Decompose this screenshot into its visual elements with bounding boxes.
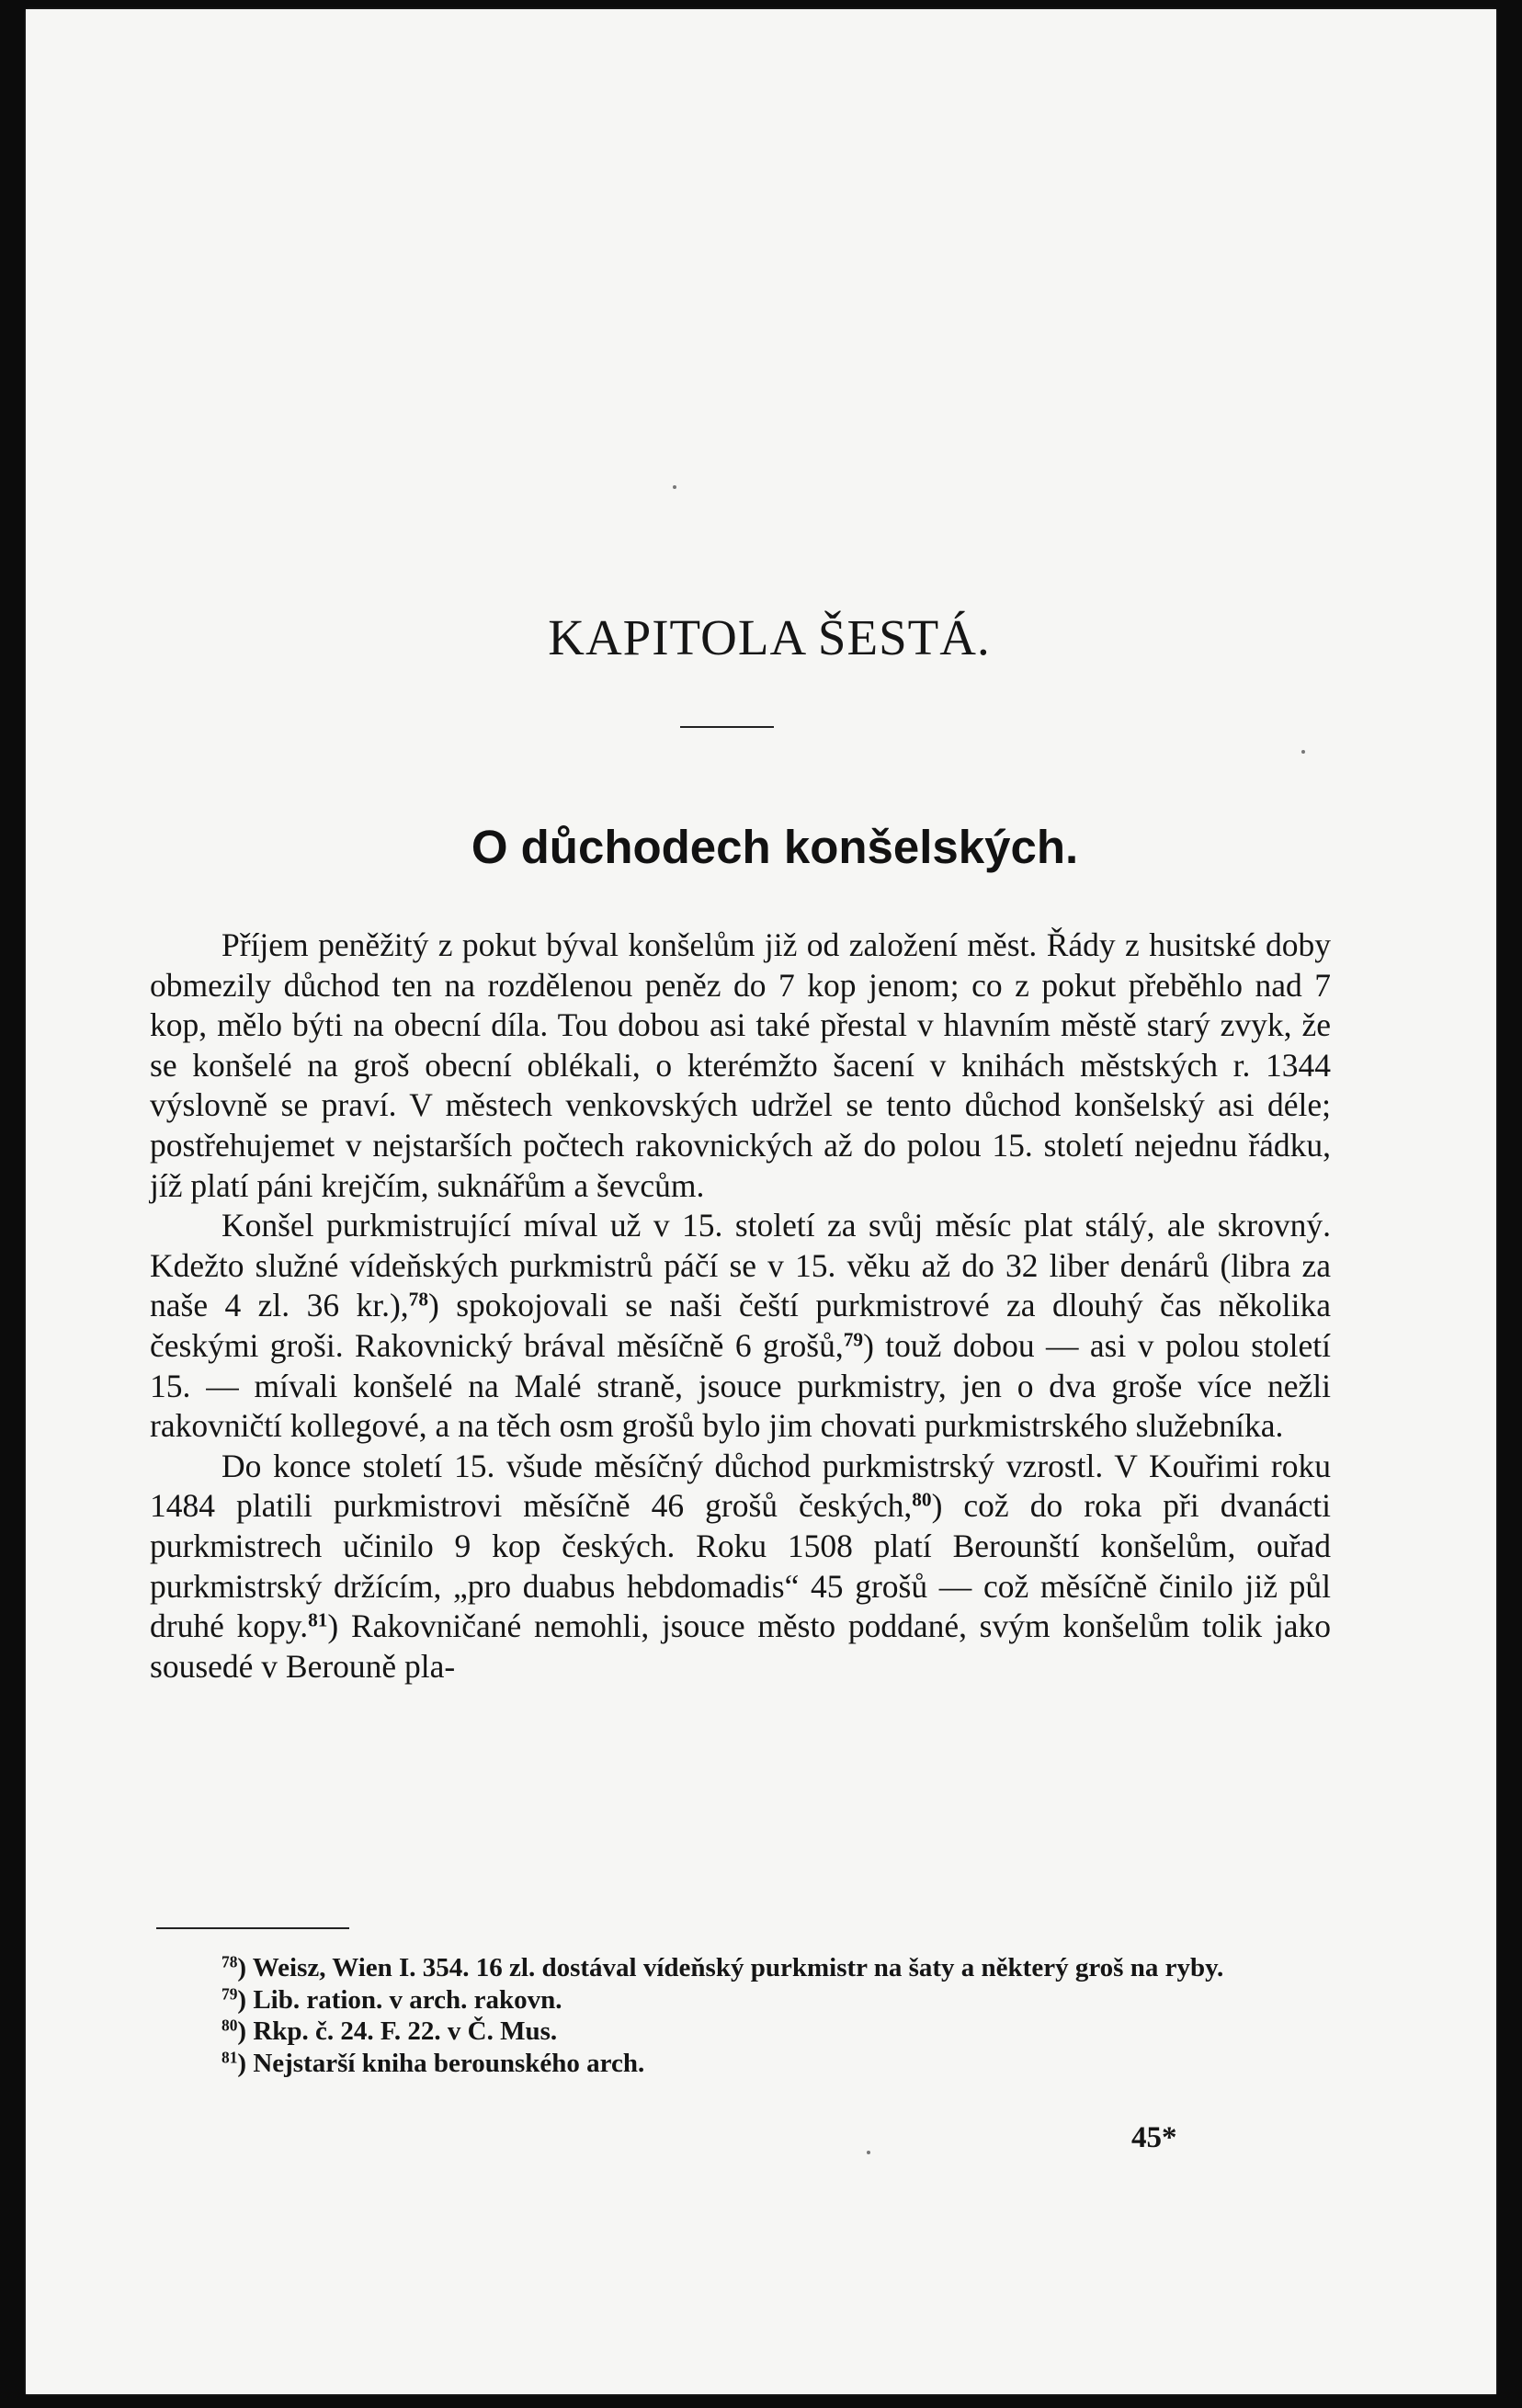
paragraph [150, 926, 1331, 1206]
paragraph: Do konce století 15. všude měsíčný důchod purkmistrský vzrostl. V Kouřimi roku 1484 platili purkmistrovi měsíčně 46 grošů českých,$^{80}$) což do roka při dvanácti purkmistrech učinilo 9 kop českých. Roku 1508 platí Berounští konšelům, ouřad purkmistrský držícím, „pro duabus hebdomadis“ 45 grošů — což měsíčně činilo již půl druhé kopy.$^{81}$) Rakovničané nemohli, jsouce město poddané, svým konšelům tolik jako sousedé v Berouně pla- [150, 1447, 1332, 1685]
book-page [26, 9, 1496, 2394]
footnote-ref: 81 [308, 1608, 328, 1631]
text-run: Příjem peněžitý z pokut býval konšelům již od založení měst. Řády z husitské doby obmezily důchod ten na rozdělenou peněz do 7 kop jenom; co z pokut přeběhlo nad 7 kop, mělo býti na obecní díla. Tou dobou asi také přestal v hlavním městě starý zvyk, že se konšelé na groš obecní oblékali, o kterémžto šacení v knihách městských r. 1344 výslovně se praví. V městech venkovských udržel se tento důchod konšelský asi déle; postřehujemet v nejstarších počtech rakovnických až do polou 15. století nejednu řádku, jíž platí páni krejčím, suknářům a ševcům. [150, 926, 1331, 1204]
text-run: Konšel purkmistrující míval už v 15. století za svůj měsíc plat stálý, ale skrovný. Kdežto služné vídeňských purkmistrů páčí se v 15. věku až do 32 liber denárů (libra za naše 4 zl. 36 kr.), [150, 1207, 1331, 1324]
body-text [150, 926, 1331, 1687]
footnote-number: 79 [221, 1984, 238, 2004]
footnote-number: 80 [221, 2016, 238, 2035]
footnote: $^{79}$) Lib. ration. v arch. rakovn. [221, 1984, 562, 2015]
footnote-text: Lib. ration. v arch. rakovn. [253, 1984, 562, 2015]
footnote: $^{78}$) Weisz, Wien I. 354. 16 zl. dostával vídeňský purkmistr na šaty a některý groš na ryby. [221, 1952, 1224, 1982]
footnote-text: Nejstarší kniha berounského arch. [253, 2048, 645, 2078]
print-speck [867, 2151, 870, 2154]
footnote-divider [156, 1927, 349, 1929]
text-run: což do roka při dvanácti purkmistrech učinilo 9 kop českých. Roku 1508 platí Berounští konšelům, ouřad purkmistrský držícím, „pro duabus hebdomadis“ 45 grošů — což měsíčně činilo již půl druhé kopy. [150, 1487, 1332, 1645]
footnote: $^{80}$) Rkp. č. 24. F. 22. v Č. Mus. [221, 2016, 558, 2047]
footnote-number: 78 [221, 1952, 238, 1971]
footnote: $^{81}$) Nejstarší kniha berounského arch. [221, 2048, 645, 2078]
footnote-number: 81 [221, 2048, 238, 2067]
footnote-text: Rkp. č. 24. F. 22. v Č. Mus. [253, 2016, 558, 2047]
chapter-label: KAPITOLA ŠESTÁ. [548, 609, 991, 665]
print-speck [1301, 750, 1305, 754]
text-run: touž dobou — asi v polou století 15. — mívali konšelé na Malé straně, jsouce purkmistry, jen o dva groše více nežli rakovničtí kollegové, a na těch osm grošů bylo jim chovati purkmistrského služebníka. [150, 1326, 1331, 1445]
chapter-title: O důchodech konšelských. [471, 821, 1079, 873]
text-run: Rakovničané nemohli, jsouce město poddané, svým konšelům tolik jako sousedé v Berouně pla- [150, 1607, 1331, 1685]
footnote-ref: 79 [843, 1328, 864, 1351]
print-speck [673, 485, 676, 489]
footnote-ref: 80 [912, 1488, 932, 1511]
title-divider [680, 726, 774, 728]
paragraph: Konšel purkmistrující míval už v 15. století za svůj měsíc plat stálý, ale skrovný. Kdežto služné vídeňských purkmistrů páčí se v 15. věku až do 32 liber denárů (libra za naše 4 zl. 36 kr.),$^{78}$) spokojovali se naši čeští purkmistrové za dlouhý čas několika českými groši. Rakovnický brával měsíčně 6 grošů,$^{79}$) touž dobou — asi v polou století 15. — mívali konšelé na Malé straně, jsouce purkmistry, jen o dva groše více nežli rakovničtí kollegové, a na těch osm grošů bylo jim chovati purkmistrského služebníka. [150, 1207, 1331, 1445]
footnote-text: Weisz, Wien I. 354. 16 zl. dostával vídeňský purkmistr na šaty a některý groš na ryby. [252, 1953, 1224, 1982]
footnotes [150, 1952, 1331, 2079]
page-number: 45* [1131, 2121, 1177, 2154]
text-run: Do konce století 15. všude měsíčný důchod purkmistrský vzrostl. V Kouřimi roku 1484 platili purkmistrovi měsíčně 46 grošů českých, [150, 1447, 1331, 1525]
footnote-ref: 78 [408, 1288, 428, 1311]
text-run: spokojovali se naši čeští purkmistrové za dlouhý čas několika českými groši. Rakovnický brával měsíčně 6 grošů, [150, 1287, 1331, 1364]
